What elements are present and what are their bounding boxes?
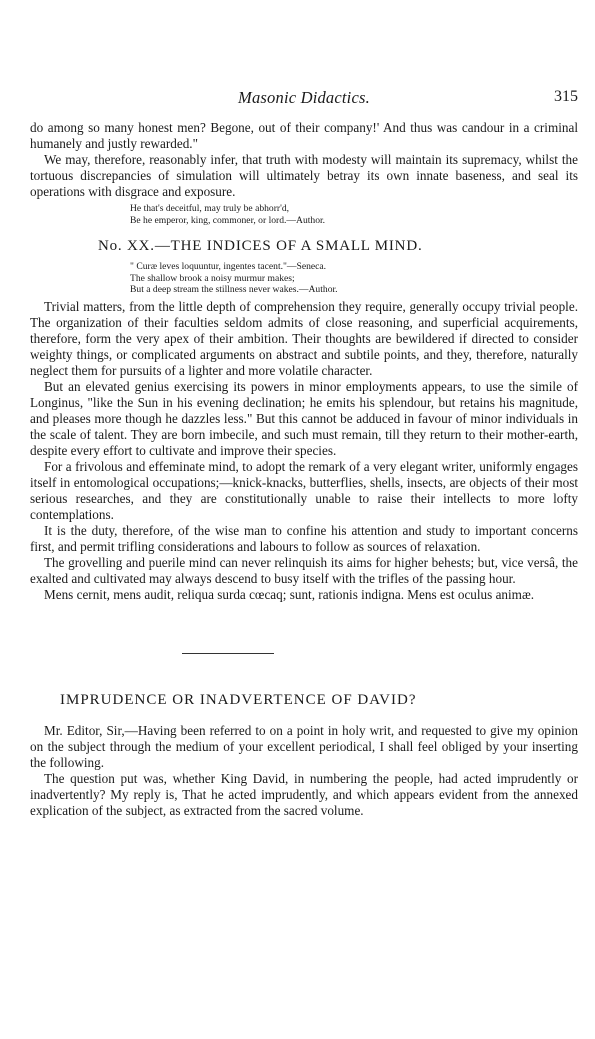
paragraph: Mens cernit, mens audit, reliqua surda cœcaq; sunt, rationis indigna. Mens est oculus animæ.	[44, 586, 535, 602]
page-body	[30, 120, 578, 819]
verse-line: But a deep stream the stillness never wakes.—Author.	[130, 284, 338, 295]
section-heading: No. XX.—THE INDICES OF A SMALL MIND.	[98, 238, 423, 254]
epigraph	[130, 261, 578, 296]
paragraph: Trivial matters, from the little depth of comprehension they require, generally occupy trivial people. The organization of their faculties seldom admits of close reasoning, and superficial acquirements, therefore, form the very apex of their ambition. Their thoughts are bewildered if directed to consider weighty things, or complicated arguments on abstract and subtile points, and they, therefore, naturally neglect them for pursuits of a lighter and more volatile character.	[30, 298, 578, 378]
page-number: 315	[554, 88, 578, 105]
paragraph: The grovelling and puerile mind can never relinquish its aims for higher behests; but, vice versâ, the exalted and cultivated may always descend to busy itself with the trifles of the passing hour.	[30, 554, 578, 586]
verse-line: Be he emperor, king, commoner, or lord.—Author.	[130, 214, 326, 226]
paragraph: But an elevated genius exercising its powers in minor employments appears, to use the simile of Longinus, "like the Sun in his evening declination; he emits his splendour, but retains his magnitude, and pleases more though he dazzles less." But this cannot be adduced in favour of minor individuals in the scale of talent. They are born imbecile, and such must remain, till they return to their mother-earth, despite every effort to cultivate and improve their species.	[30, 378, 578, 458]
paragraph: do among so many honest men? Begone, out of their company!' And thus was candour in a criminal humanely and justly rewarded."	[30, 120, 578, 151]
verse-line: The shallow brook a noisy murmur makes;	[130, 272, 295, 284]
verse-line: He that's deceitful, may truly be abhorr'd,	[130, 203, 290, 214]
paragraph: We may, therefore, reasonably infer, that truth with modesty will maintain its supremacy, whilst the tortuous discrepancies of simulation will ultimately betray its own innate baseness, and seal its operations with disgrace and exposure.	[30, 152, 578, 199]
page-header	[30, 88, 578, 110]
paragraph: The question put was, whether King David, in numbering the people, had acted imprudently or inadvertently? My reply is, That he acted imprudently, and which appears evident from the annexed explication of the subject, as extracted from the sacred volume.	[30, 770, 578, 818]
epigraph-quote: " Curæ leves loquuntur, ingentes tacent."—Seneca.	[130, 261, 327, 272]
running-title: Masonic Didactics.	[238, 88, 370, 107]
section-divider	[182, 653, 274, 654]
paragraph: For a frivolous and effeminate mind, to adopt the remark of a very elegant writer, uniformly engages itself in entomological occupations;—knick-knacks, butterflies, shells, insects, are objects of their most serious researches, and they are constitutionally unable to raise their intellects to more lofty contemplations.	[30, 458, 578, 522]
paragraph: Mr. Editor, Sir,—Having been referred to on a point in holy writ, and requested to give my opinion on the subject through the medium of your excellent periodical, I shall feel obliged by your inserting the following.	[30, 722, 578, 770]
paragraph: It is the duty, therefore, of the wise man to confine his attention and study to important concerns first, and permit trifling considerations and labours to follow as sources of relaxation.	[30, 522, 578, 554]
section-heading: IMPRUDENCE OR INADVERTENCE OF DAVID?	[60, 691, 417, 708]
verse-couplet	[130, 203, 578, 226]
